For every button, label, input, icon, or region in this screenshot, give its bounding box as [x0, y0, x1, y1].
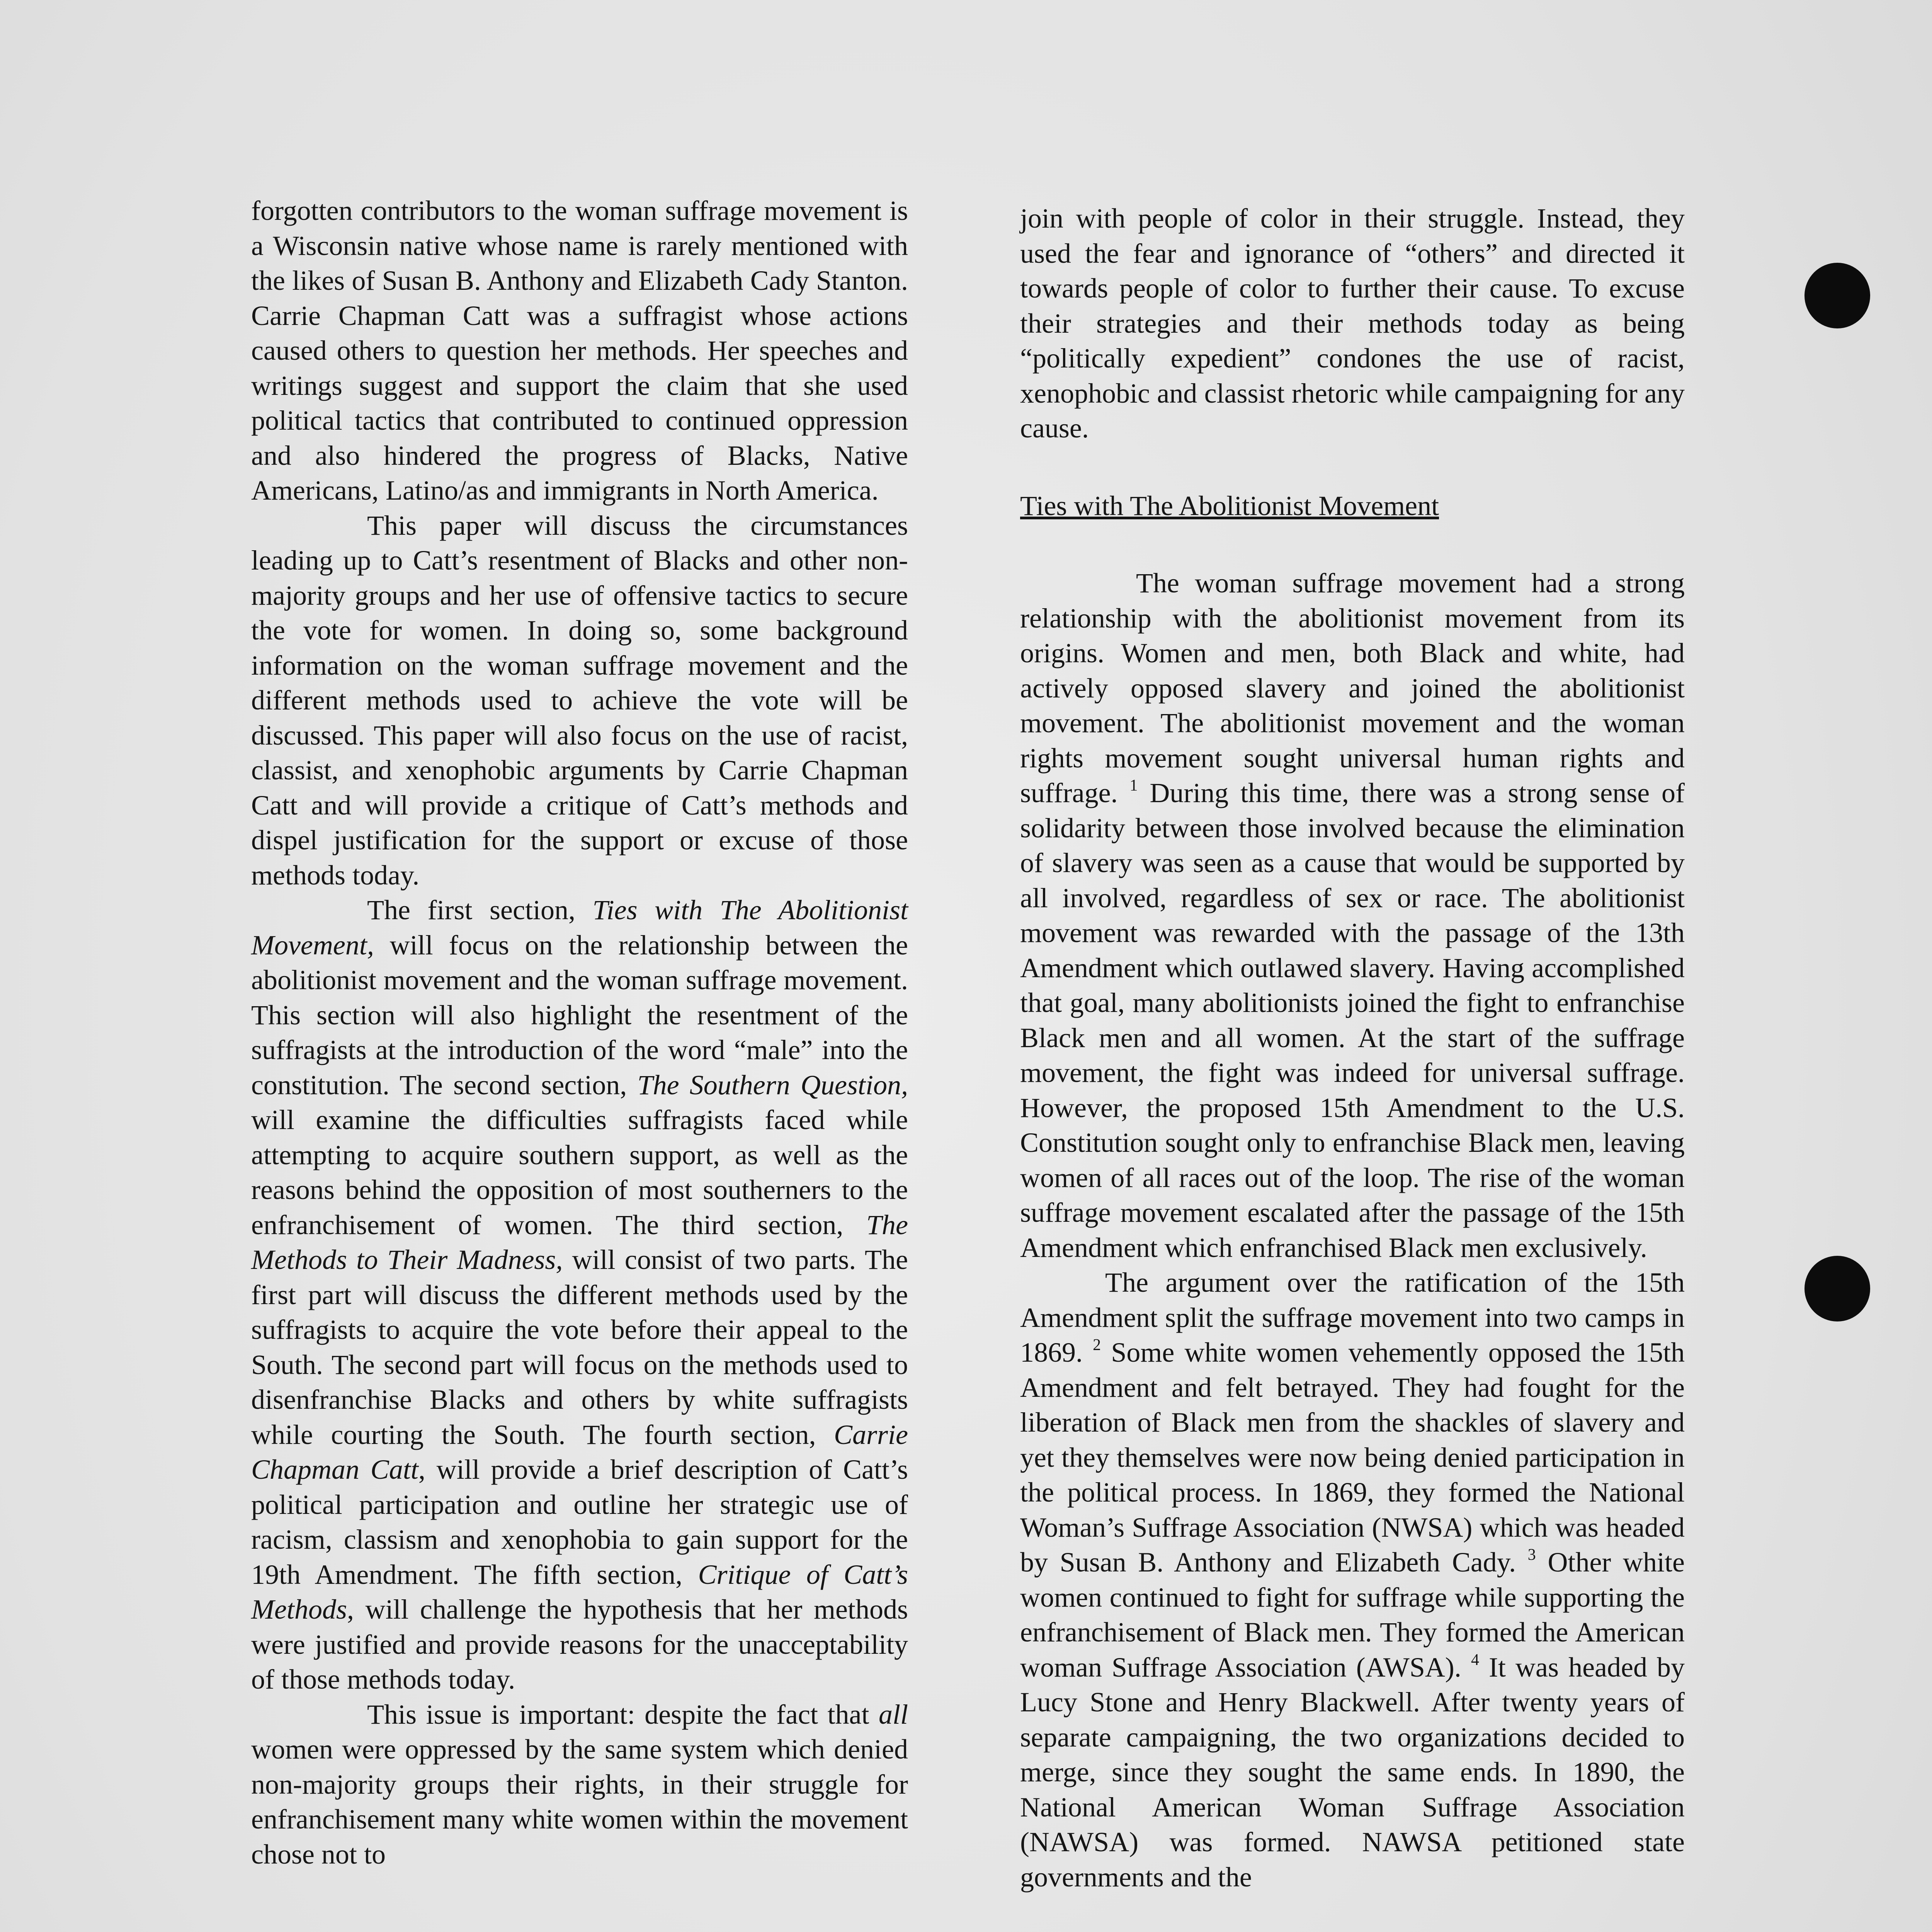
section-title-italic: Carrie Chapman Catt	[251, 1419, 908, 1485]
section-title-italic: Ties with The Abolitionist Movement,	[251, 895, 908, 961]
emphasis-word: all	[878, 1699, 908, 1730]
right-paragraph-3	[1020, 1265, 1685, 1895]
left-paragraph-2: This paper will discuss the circumstances leading up to Catt’s resentment of Blacks and other non-majority groups and her use of offensive tactics to secure the vote for women. In doing so, some background information on the woman suffrage movement and the different methods used to achieve the vote will be discussed. This paper will also focus on the use of racist, classist, and xenophobic arguments by Carrie Chapman Catt and will provide a critique of Catt’s methods and dispel justification for the support or excuse of those methods today.	[251, 510, 908, 891]
text-run: The first section,	[367, 895, 575, 925]
section-title-italic: The Methods to Their Madness,	[251, 1209, 908, 1275]
text-run: , will challenge the hypothesis that her methods were justified and provide reasons for the unacceptability of those methods today.	[251, 1594, 908, 1695]
text-run: The woman suffrage movement had a strong relationship with the abolitionist movement from its origins. Women and men, both Black and white, had actively opposed slavery and joined the abolitionist movement. The abolitionist movement and the woman rights movement sought universal human rights and suffrage.	[1020, 568, 1685, 808]
text-run: women were oppressed by the same system which denied non-majority groups their rights, in their struggle for enfranchisement many white women within the movement chose not to	[251, 1734, 908, 1870]
text-run: , will provide a brief description of Catt’s political participation and outline her strategic use of racism, classism and xenophobia to gain support for the 19th Amendment. The fifth section,	[251, 1454, 908, 1590]
left-paragraph-1: forgotten contributors to the woman suffrage movement is a Wisconsin native whose name is rarely mentioned with the likes of Susan B. Anthony and Elizabeth Cady Stanton. Carrie Chapman Catt was a suffragist whose actions caused others to question her methods. Her speeches and writings suggest and support the claim that she used political tactics that contributed to continued oppression and also hindered the progress of Blacks, Native Americans, Latino/as and immigrants in North America.	[251, 195, 908, 506]
text-run: will focus on the relationship between the abolitionist movement and the woman suffrage movement. This section will also highlight the resentment of the suffragists at the introduction of the word “male” into the constitution. The second section,	[251, 929, 908, 1100]
binder-hole	[1804, 263, 1870, 328]
right-paragraph-1: join with people of color in their struggle. Instead, they used the fear and ignorance of “others” and directed it towards people of color to further their cause. To excuse their strategies and their methods today as being “politically expedient” condones the use of racist, xenophobic and classist rhetoric while campaigning for any cause.	[1020, 203, 1685, 444]
footnote-marker: 2	[1093, 1336, 1101, 1354]
right-paragraph-2	[1020, 566, 1685, 1265]
text-run: It was headed by Lucy Stone and Henry Blackwell. After twenty years of separate campaigning, the two organizations decided to merge, since they sought the same ends. In 1890, the National American Woman Suffrage Association (NAWSA) was formed. NAWSA petitioned state governments and the	[1020, 1651, 1685, 1893]
right-column	[1020, 201, 1685, 1895]
text-run: The argument over the ratification of the 15th Amendment split the suffrage movement into two camps in 1869.	[1020, 1267, 1685, 1368]
left-paragraph-3	[251, 893, 908, 1697]
footnote-marker: 4	[1471, 1651, 1479, 1669]
footnote-marker: 3	[1527, 1546, 1536, 1564]
section-title-italic: Critique of Catt’s Methods	[251, 1559, 908, 1625]
text-run: During this time, there was a strong sense of solidarity between those involved because the elimination of slavery was seen as a cause that would be supported by all involved, regardless of sex or race. The abolitionist movement was rewarded with the passage of the 13th Amendment which outlawed slavery. Having accomplished that goal, many abolitionists joined the fight to enfranchise Black men and all women. At the start of the suffrage movement, the fight was indeed for universal suffrage. However, the proposed 15th Amendment to the U.S. Constitution sought only to enfranchise Black men, leaving women of all races out of the loop. The rise of the woman suffrage movement escalated after the passage of the 15th Amendment which enfranchised Black men exclusively.	[1020, 777, 1685, 1263]
text-run: Some white women vehemently opposed the 15th Amendment and felt betrayed. They had fought for the liberation of Black men from the shackles of slavery and yet they themselves were now being denied participation in the political process. In 1869, they formed the National Woman’s Suffrage Association (NWSA) which was headed by Susan B. Anthony and Elizabeth Cady.	[1020, 1337, 1685, 1578]
left-column	[251, 193, 908, 1872]
section-heading: Ties with The Abolitionist Movement	[1020, 490, 1439, 521]
section-title-italic: The Southern Question,	[637, 1069, 908, 1100]
text-run: This issue is important: despite the fact that	[367, 1699, 869, 1730]
text-run: Other white women continued to fight for suffrage while supporting the enfranchisement of Black men. They formed the American woman Suffrage Association (AWSA).	[1020, 1547, 1685, 1683]
text-run: will examine the difficulties suffragists faced while attempting to acquire southern support, as well as the reasons behind the opposition of most southerners to the enfranchisement of women. The third section,	[251, 1104, 908, 1240]
left-paragraph-4	[251, 1697, 908, 1872]
footnote-marker: 1	[1129, 777, 1138, 794]
text-run: will consist of two parts. The first part will discuss the different methods used by the suffragists to acquire the vote before their appeal to the South. The second part will focus on the methods used to disenfranchise Blacks and others by white suffragists while courting the South. The fourth section,	[251, 1244, 908, 1450]
binder-hole	[1804, 1256, 1870, 1321]
